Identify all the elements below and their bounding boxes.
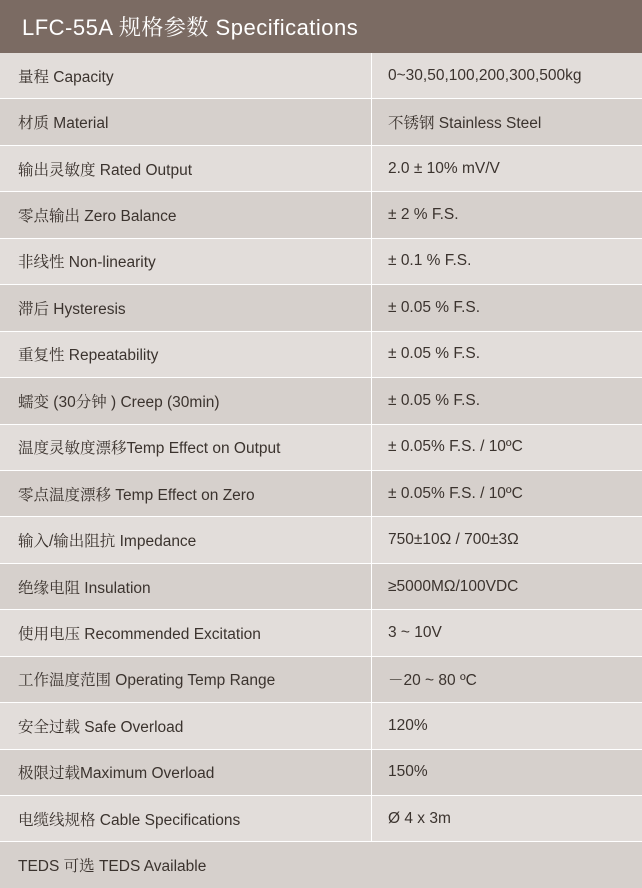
table-row xyxy=(0,471,642,517)
row-label: 滞后 Hysteresis xyxy=(0,285,372,330)
table-row xyxy=(0,796,642,842)
row-value: ± 0.05% F.S. / 10ºC xyxy=(388,484,523,502)
row-label: 蠕变 (30分钟 ) Creep (30min) xyxy=(0,378,372,423)
row-label: 零点输出 Zero Balance xyxy=(0,192,372,237)
row-value: ± 2 % F.S. xyxy=(388,206,459,224)
row-value: ± 0.05 % F.S. xyxy=(388,298,481,316)
row-value: Ø 4 x 3m xyxy=(388,809,451,827)
row-label: 输入/输出阻抗 Impedance xyxy=(0,517,372,562)
table-header xyxy=(0,0,642,53)
row-label: 电缆线规格 Cable Specifications xyxy=(0,796,372,841)
row-value: 2.0 ± 10% mV/V xyxy=(388,159,500,177)
row-value: 120% xyxy=(388,716,428,734)
row-label: 安全过载 Safe Overload xyxy=(0,703,372,748)
row-label: 工作温度范围 Operating Temp Range xyxy=(0,657,372,702)
row-label: 重复性 Repeatability xyxy=(0,332,372,377)
row-label: 非线性 Non-linearity xyxy=(0,239,372,284)
row-value: ≥5000MΩ/100VDC xyxy=(388,577,519,595)
row-label: 零点温度漂移 Temp Effect on Zero xyxy=(0,471,372,516)
table-row xyxy=(0,99,642,145)
row-value: ± 0.05 % F.S. xyxy=(388,391,481,409)
table-row xyxy=(0,425,642,471)
row-value: ± 0.05% F.S. / 10ºC xyxy=(388,438,523,456)
table-row xyxy=(0,378,642,424)
table-row xyxy=(0,750,642,796)
row-value: 3 ~ 10V xyxy=(388,623,442,641)
table-body xyxy=(0,53,642,888)
row-value: 750±10Ω / 700±3Ω xyxy=(388,531,519,549)
row-value: ± 0.05 % F.S. xyxy=(388,345,481,363)
row-label: TEDS 可选 TEDS Available xyxy=(18,858,207,876)
row-value: －20 ~ 80 ºC xyxy=(388,672,477,690)
table-row xyxy=(0,657,642,703)
table-row xyxy=(0,564,642,610)
table-row xyxy=(0,332,642,378)
row-label: 材质 Material xyxy=(0,99,372,144)
row-value: 不锈钢 Stainless Steel xyxy=(388,115,542,133)
row-label: 温度灵敏度漂移Temp Effect on Output xyxy=(0,425,372,470)
row-label: 极限过载Maximum Overload xyxy=(0,750,372,795)
row-value: ± 0.1 % F.S. xyxy=(388,252,472,270)
table-row xyxy=(0,285,642,331)
table-row xyxy=(0,517,642,563)
table-row xyxy=(0,192,642,238)
row-label: 量程 Capacity xyxy=(0,53,372,98)
table-row xyxy=(0,703,642,749)
table-row xyxy=(0,146,642,192)
page-title: LFC-55A 规格参数 Specifications xyxy=(22,15,359,40)
row-value: 0~30,50,100,200,300,500kg xyxy=(388,66,582,84)
row-label: 使用电压 Recommended Excitation xyxy=(0,610,372,655)
table-row xyxy=(0,53,642,99)
table-row xyxy=(0,239,642,285)
row-value: 150% xyxy=(388,763,428,781)
table-row xyxy=(0,842,642,887)
row-label: 绝缘电阻 Insulation xyxy=(0,564,372,609)
table-row xyxy=(0,610,642,656)
row-label: 输出灵敏度 Rated Output xyxy=(0,146,372,191)
